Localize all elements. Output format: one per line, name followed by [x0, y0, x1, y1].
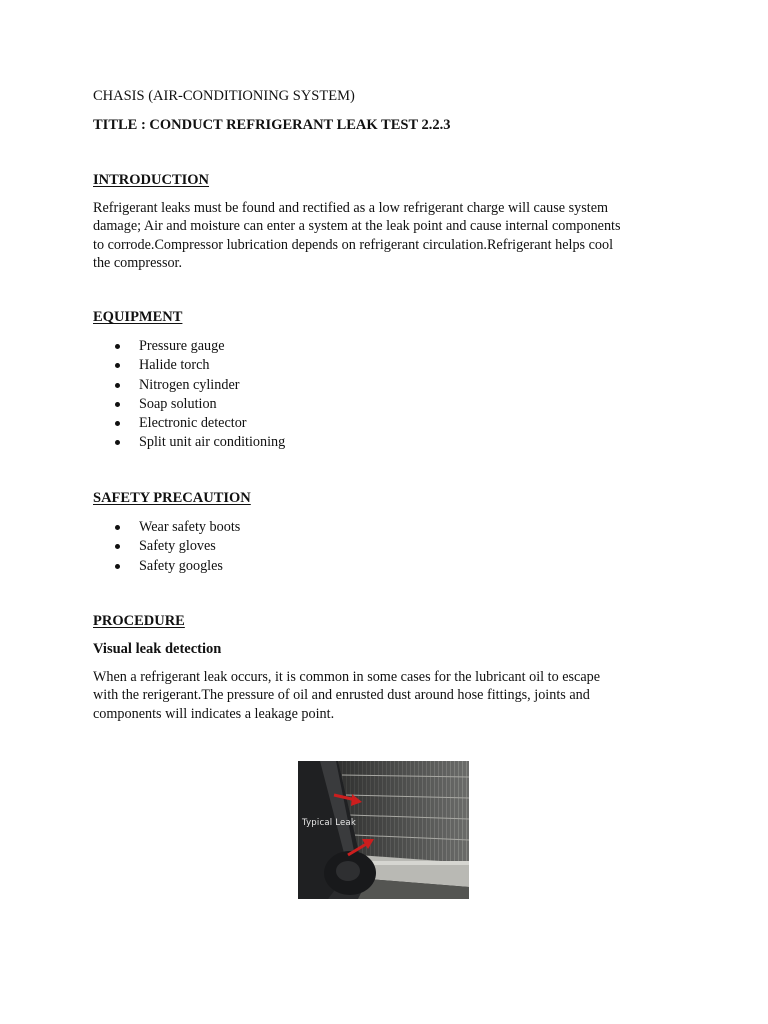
chassis-line: CHASIS (AIR-CONDITIONING SYSTEM) — [93, 88, 355, 104]
equipment-list — [93, 337, 285, 453]
procedure-line: When a refrigerant leak occurs, it is common in some cases for the lubricant oil to escape — [93, 669, 601, 685]
list-item: Wear safety boots — [93, 518, 240, 537]
list-item: Safety googles — [93, 557, 240, 576]
photo-caption: Typical Leak — [302, 818, 356, 828]
procedure-heading: PROCEDURE — [93, 613, 185, 629]
introduction-paragraph — [93, 199, 683, 272]
introduction-heading: INTRODUCTION — [93, 172, 210, 188]
procedure-line: components will indicates a leakage point. — [93, 705, 335, 722]
intro-line: damage; Air and moisture can enter a system at the leak point and cause internal components — [93, 218, 621, 235]
procedure-paragraph — [93, 668, 683, 723]
safety-heading: SAFETY PRECAUTION — [93, 490, 251, 506]
list-item: Safety gloves — [93, 537, 240, 556]
document-title: TITLE : CONDUCT REFRIGERANT LEAK TEST 2.2.3 — [93, 117, 451, 133]
list-item: Nitrogen cylinder — [93, 376, 285, 395]
intro-line: to corrode.Compressor lubrication depends on refrigerant circulation.Refrigerant helps cool — [93, 236, 614, 253]
list-item: Halide torch — [93, 356, 285, 375]
intro-line: the compressor. — [93, 254, 183, 271]
list-item: Pressure gauge — [93, 337, 285, 356]
safety-list — [93, 518, 240, 576]
list-item: Electronic detector — [93, 414, 285, 433]
list-item: Split unit air conditioning — [93, 433, 285, 452]
leak-photo — [298, 761, 469, 899]
list-item: Soap solution — [93, 395, 285, 414]
procedure-line: with the rerigerant.The pressure of oil and enrusted dust around hose fittings, joints and — [93, 687, 590, 704]
equipment-heading: EQUIPMENT — [93, 309, 183, 325]
procedure-subheading: Visual leak detection — [93, 641, 222, 657]
condenser-illustration — [298, 761, 469, 899]
intro-line: Refrigerant leaks must be found and rectified as a low refrigerant charge will cause system — [93, 200, 609, 216]
